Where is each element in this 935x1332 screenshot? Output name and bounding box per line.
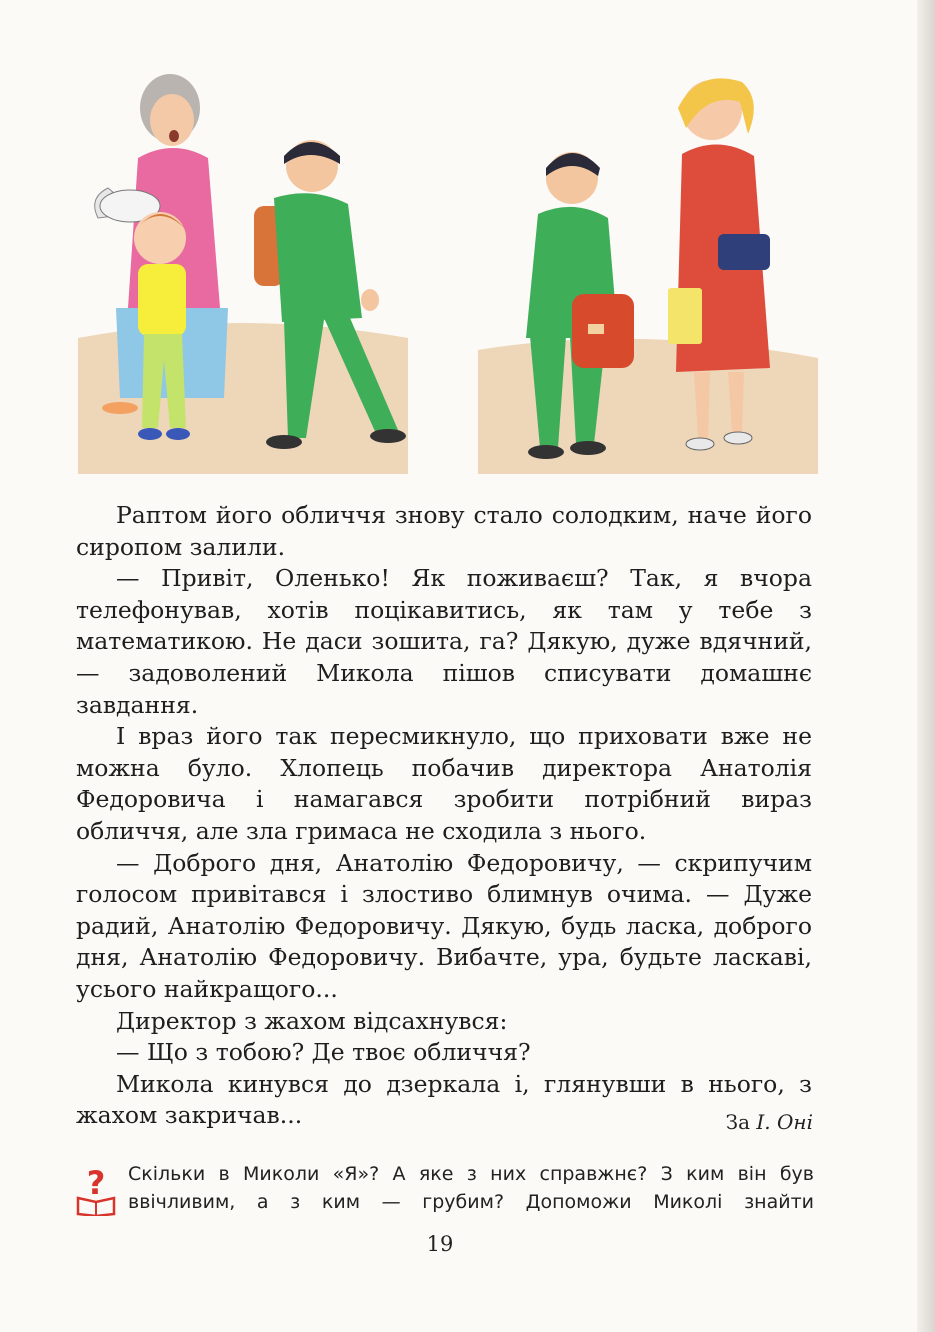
story-text xyxy=(76,500,812,1132)
page-edge xyxy=(917,0,935,1332)
story-source xyxy=(726,1110,813,1134)
question-block xyxy=(76,1160,814,1220)
story-paragraph-2: — Привіт, Оленько! Як поживаєш? Так, я вчора телефонував, хотів поцікавитись, як там у тебе з математикою. Не даси зошита, га? Дякую, дуже вдячний, — задоволений Микола пішов списувати домашнє завдання. xyxy=(76,564,812,719)
story-paragraph-4: — Доброго дня, Анатолію Федоровичу, — скрипучим голосом привітався і злостиво блимнув очима. — Дуже радий, Анатолію Федоровичу. Дякую, будь ласка, доброго дня, Анатолію Федоровичу. Вибачте, ура, будьте ласкаві, усього найкращого... xyxy=(76,848,812,1003)
shopping-bag-icon xyxy=(668,288,702,344)
source-author: І. Оні xyxy=(756,1110,813,1134)
left-scene xyxy=(78,74,408,474)
story-illustration xyxy=(78,38,818,474)
question-book-icon xyxy=(76,1164,116,1216)
handbag-icon xyxy=(718,234,770,270)
story-paragraph-6: — Що з тобою? Де твоє обличчя? xyxy=(116,1038,531,1067)
story-paragraph-1: Раптом його обличчя знову стало солодким, наче його сиропом залили. xyxy=(76,501,812,561)
right-scene xyxy=(478,78,818,474)
story-paragraph-3: І враз його так пересмикнуло, що приховати вже не можна було. Хлопець побачив директора Анатолія Федоровича і намагався зробити потрібний вираз обличчя, але зла гримаса не сходила з нього. xyxy=(76,722,812,845)
story-paragraph-7: Микола кинувся до дзеркала і, глянувши в нього, з жахом закричав... xyxy=(76,1069,812,1130)
page-number: 19 xyxy=(426,1232,454,1256)
question-text: Скільки в Миколи «Я»? А яке з них справжнє? З ким він був ввічливим, а з ким — грубим? Допоможи Миколі знайти xyxy=(128,1163,814,1213)
story-paragraph-5: Директор з жахом відсахнувся: xyxy=(116,1006,508,1035)
source-prefix: За xyxy=(725,1110,751,1134)
svg-text:?: ? xyxy=(86,1164,106,1202)
